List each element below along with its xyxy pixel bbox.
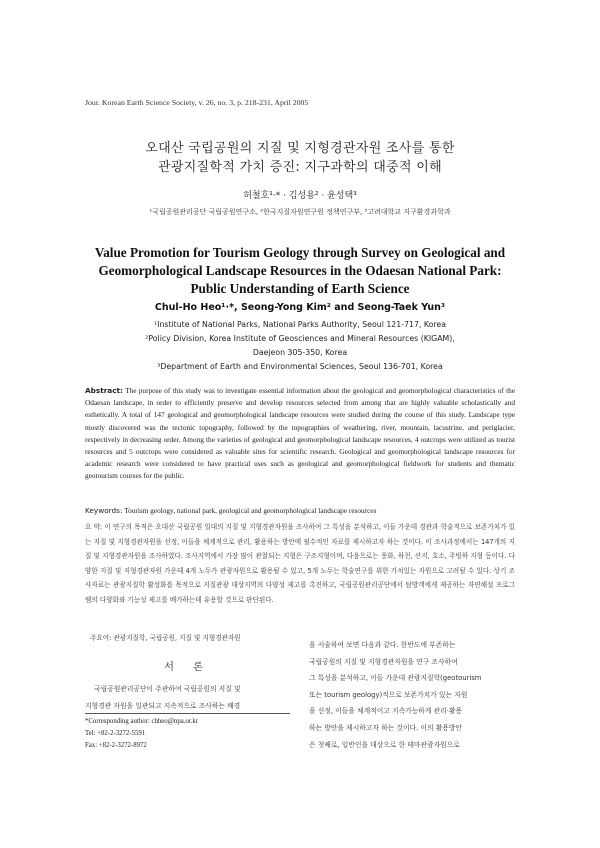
english-abstract: [85, 385, 515, 483]
korean-abstract-label: 요 약:: [85, 523, 103, 531]
abstract-text: The purpose of this study was to investigate essential information about the geological and geomorphological characteristics of the Odaesan landscape, in order to efficiently preserve and develop resources selected from among that are highly valuable scholastically and esthetically. A total of 147 geological and geomorphological landscape resources were studied during the course of this study. Landscape type mostly discovered was the tectonic topography, followed by the topographies of weathering, river, mountain, lacustrine, and periglacier, respectively in decreasing order. Among the varieties of geological and geomorphological landscape resources, 4 outcrops were utilized as tourist resources and 5 outcrops were considered as valuable sites for scientific research. Geological and geomorphological landscape resources for academic research were considered to have practical uses such as geological and geomorphological fieldwork for students and thematic geotourism courses for the public.: [85, 386, 516, 481]
korean-abstract: [85, 520, 515, 608]
footnotes: [85, 716, 290, 752]
korean-title-line-2: 관광지질학적 가치 증진: 지구과학의 대중적 이해: [157, 160, 442, 175]
affiliation-2-city: Daejeon 305-350, Korea: [252, 348, 348, 357]
abstract-label: Abstract:: [85, 386, 123, 395]
introduction-heading: 서 론: [164, 662, 211, 673]
affiliation-1: ¹Institute of National Parks, National Parks Authority, Seoul 121-717, Korea: [154, 320, 446, 329]
korean-keywords-text: 관광지질학, 국립공원, 지질 및 지형경관자원: [113, 634, 241, 642]
intro-right-line-1: 을 서술하여 보면 다음과 같다. 한반도에 부존하는: [309, 641, 456, 649]
footnote-rule: [85, 713, 290, 714]
affiliation-3: ³Department of Earth and Environmental Sciences, Seoul 136-701, Korea: [157, 362, 443, 371]
korean-title-line-1: 오대산 국립공원의 지질 및 지형경관자원 조사를 통한: [145, 141, 455, 156]
affiliation-2: ²Policy Division, Korea Institute of Geosciences and Mineral Resources (KIGAM),: [145, 334, 455, 343]
intro-right-line-2: 국립공원의 지질 및 지형경관자원을 연구 조사하여: [309, 657, 458, 666]
author-tel: Tel: +82-2-3272-5591: [85, 730, 146, 737]
author-fax: Fax: +82-2-3272-8972: [85, 742, 147, 749]
intro-right-line-5: 을 선정, 이들을 체계적이고 지속가능하게 관리·활용: [309, 707, 463, 716]
keywords-text: Tourism geology, national park, geological and geomorphological landscape resources: [124, 506, 377, 515]
corresponding-author: *Corresponding author: chheo@npa.or.kr: [85, 718, 199, 725]
intro-left-column: [85, 681, 290, 714]
korean-authors: 허철호¹·* · 김성용² · 윤성택³: [243, 191, 357, 201]
english-title-line-1: Value Promotion for Tourism Geology through Survey on Geological and: [94, 245, 506, 260]
english-authors: Chul-Ho Heo¹·*, Seong-Yong Kim² and Seong-Taek Yun³: [154, 302, 446, 313]
korean-affiliations: ¹국립공원관리공단 국립공원연구소, ²한국지질자원연구원 정책연구부, ³고려대학교 지구환경과학과: [149, 208, 451, 216]
keywords-label: Keywords:: [85, 506, 123, 515]
intro-left-line-1: 국립공원관리공단이 주관하여 국립공원의 지질 및: [94, 685, 241, 693]
korean-abstract-text: 이 연구의 목적은 오대산 국립공원 일대의 지질 및 지형경관자원을 조사하여 그 특성을 분석하고, 이들 가운데 경관과 학술적으로 보존가치가 있는 지질 및 지형경관자원을 선정, 이들을 체계적으로 관리, 활용하는 방안에 필수적인 자료를 제시하고자 하는 것이다. 이 조사과정에서는 147개의 지질 및 지형경관자원을 조사하였다. 조사지역에서 가장 많이 관찰되는 지형은 구조지형이며, 다음으로는 풍화, 하천, 산지, 호소, 주빙하 지형 등이다. 다양한 지질 및 지형경관자원 가운데 4개 노두가 관광자원으로 활용될 수 있고, 5개 노두는 학술연구를 위한 가치있는 자원으로 고려될 수 있다. 상기 조사자료는 관광지질학 활성화를 목적으로 지질관광 대상지역의 다양성 제고를 촉진하고, 국립공원관리공단에서 탐방객에게 제공하는 자연해설 프로그램의 다양화와 기능성 제고를 배가하는데 유용할 것으로 판단된다.: [85, 523, 515, 604]
english-title-line-2: Geomorphological Landscape Resources in the Odaesan National Park:: [98, 263, 502, 278]
korean-keywords-label: 주요어:: [90, 634, 112, 642]
intro-right-column: [309, 637, 515, 753]
english-title-line-3: Public Understanding of Earth Science: [190, 281, 410, 296]
intro-right-line-6: 하는 방안을 제시하고자 하는 것이다. 이의 활용방안: [309, 723, 463, 732]
journal-citation: Jour. Korean Earth Science Society, v. 26, no. 3, p. 218-231, April 2005: [85, 98, 309, 107]
english-keywords: [85, 506, 515, 515]
intro-right-line-7: 은 첫째로, 일반인을 대상으로 한 테마관광자원으로: [309, 740, 460, 749]
intro-right-line-3: 그 특성을 분석하고, 이들 가운데 관광지질학(geotourism: [309, 674, 482, 683]
intro-right-line-4: 또는 tourism geology)적으로 보존가치가 있는 자원: [309, 690, 468, 699]
intro-left-line-2: 지형경관 자원을 일관되고 지속적으로 조사하는 배경: [85, 701, 241, 710]
